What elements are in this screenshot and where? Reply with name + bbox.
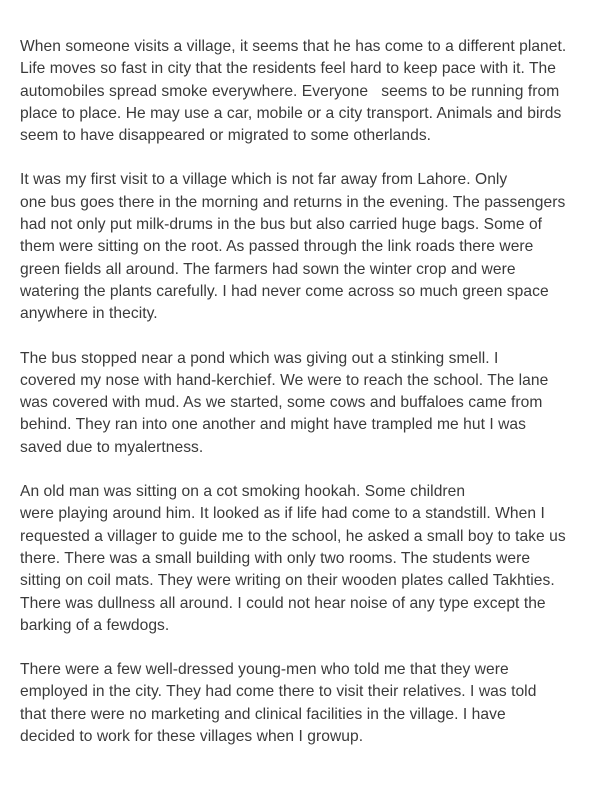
- text-line: that there were no marketing and clinical facilities in the village. I have: [20, 705, 506, 723]
- text-line: There was dullness all around. I could not hear noise of any type except the: [20, 594, 546, 612]
- text-line: sitting on coil mats. They were writing on their wooden plates called Takhties.: [20, 572, 555, 590]
- text-line: them were sitting on the root. As passed through the link roads there were: [20, 238, 534, 256]
- text-line: The bus stopped near a pond which was giving out a stinking smell. I: [20, 349, 499, 367]
- paragraph-1: [20, 36, 592, 147]
- paragraph-5: [20, 659, 592, 748]
- text-line: barking of a fewdogs.: [20, 616, 170, 634]
- paragraph-2: [20, 169, 592, 325]
- text-line: were playing around him. It looked as if life had come to a standstill. When I: [20, 505, 545, 523]
- text-line: automobiles spread smoke everywhere. Everyone seems to be running from: [20, 82, 560, 100]
- text-line: green fields all around. The farmers had sown the winter crop and were: [20, 260, 516, 278]
- text-line: was covered with mud. As we started, some cows and buffaloes came from: [20, 394, 543, 412]
- text-line: saved due to myalertness.: [20, 438, 204, 456]
- paragraph-3: [20, 348, 592, 459]
- paragraph-4: [20, 481, 592, 637]
- text-line: anywhere in thecity.: [20, 305, 158, 323]
- text-line: behind. They ran into one another and might have trampled me hut I was: [20, 416, 526, 434]
- text-line: An old man was sitting on a cot smoking hookah. Some children: [20, 483, 466, 501]
- text-line: There were a few well-dressed young-men who told me that they were: [20, 661, 509, 679]
- text-line: When someone visits a village, it seems that he has come to a different planet.: [20, 38, 567, 55]
- text-line: employed in the city. They had come there to visit their relatives. I was told: [20, 683, 537, 701]
- text-line: watering the plants carefully. I had never come across so much green space: [20, 282, 549, 300]
- text-line: covered my nose with hand-kerchief. We were to reach the school. The lane: [20, 371, 549, 389]
- text-line: had not only put milk-drums in the bus but also carried huge bags. Some of: [20, 216, 543, 234]
- text-line: Life moves so fast in city that the residents feel hard to keep pace with it. The: [20, 60, 556, 78]
- text-line: one bus goes there in the morning and returns in the evening. The passengers: [20, 193, 566, 211]
- text-line: decided to work for these villages when I growup.: [20, 728, 364, 746]
- text-line: place to place. He may use a car, mobile or a city transport. Animals and birds: [20, 104, 562, 122]
- text-line: seem to have disappeared or migrated to some otherlands.: [20, 127, 432, 145]
- text-line: there. There was a small building with only two rooms. The students were: [20, 549, 531, 567]
- document-body: [20, 36, 592, 770]
- text-line: It was my first visit to a village which is not far away from Lahore. Only: [20, 171, 508, 189]
- text-line: requested a villager to guide me to the school, he asked a small boy to take us: [20, 527, 566, 545]
